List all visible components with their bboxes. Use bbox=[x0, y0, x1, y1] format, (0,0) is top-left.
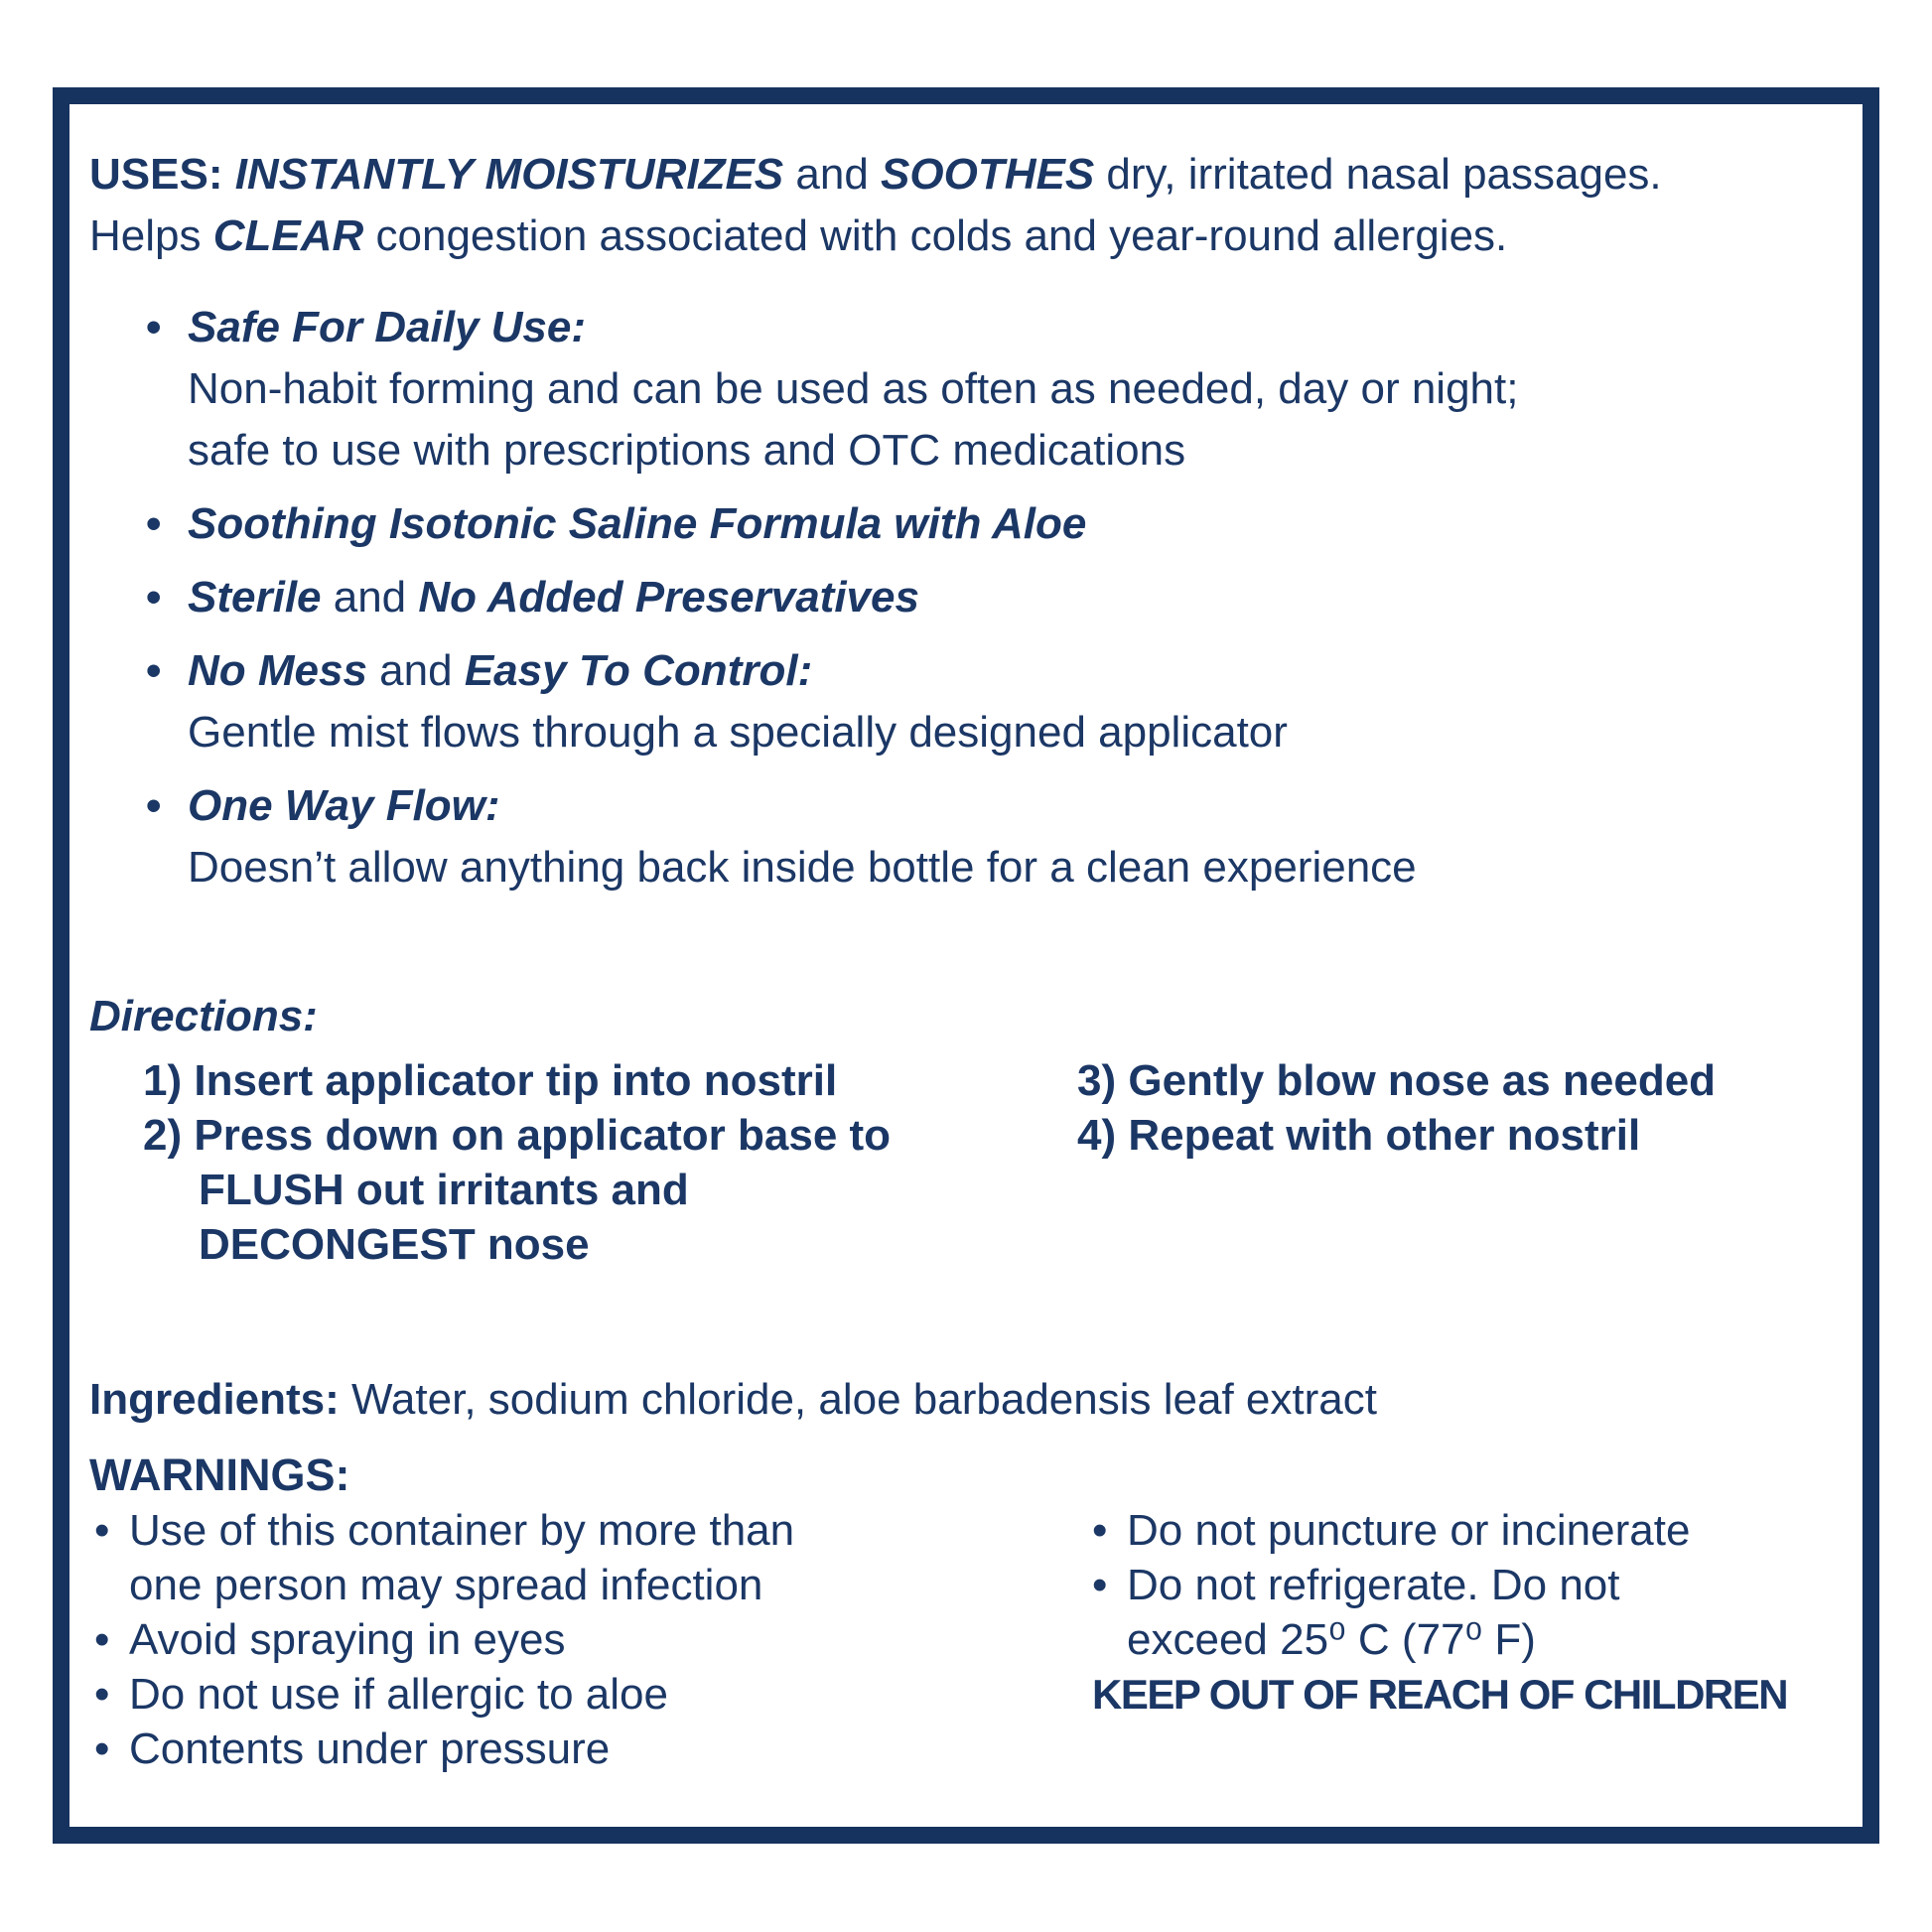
uses-line-2 bbox=[89, 206, 1833, 267]
uses-rest-2: congestion associated with colds and year-round allergies. bbox=[363, 211, 1508, 260]
warning-text bbox=[1127, 1503, 1690, 1558]
warnings-left-column bbox=[89, 1503, 1092, 1776]
claim-moisturizes: INSTANTLY MOISTURIZES bbox=[234, 150, 784, 199]
uses-paragraph bbox=[89, 144, 1833, 267]
benefit-detail: Gentle mist flows through a specially designed applicator bbox=[188, 708, 1288, 757]
directions-title: Directions: bbox=[89, 992, 318, 1040]
ingredients-text: Water, sodium chloride, aloe barbadensis leaf extract bbox=[351, 1375, 1377, 1424]
direction-step-3: 3) Gently blow nose as needed bbox=[1077, 1056, 1717, 1105]
warning-line: Contents under pressure bbox=[129, 1725, 611, 1773]
warnings-section bbox=[89, 1503, 1833, 1776]
benefit-detail: Non-habit forming and can be used as often as needed, day or night; bbox=[188, 364, 1519, 413]
list-item-sterile bbox=[146, 567, 1833, 628]
bullet-icon: • bbox=[94, 1506, 110, 1555]
bullet-icon: • bbox=[94, 1725, 110, 1773]
bullet-icon: • bbox=[146, 781, 162, 830]
warning-line: Do not use if allergic to aloe bbox=[129, 1670, 668, 1719]
bullet-icon: • bbox=[94, 1670, 110, 1719]
benefit-body bbox=[188, 297, 1518, 482]
keep-out-of-reach-notice: KEEP OUT OF REACH OF CHILDREN bbox=[1092, 1671, 1788, 1718]
warning-text bbox=[1127, 1558, 1619, 1667]
direction-step-2-cont: DECONGEST nose bbox=[199, 1220, 590, 1269]
warning-text bbox=[129, 1722, 610, 1776]
directions-list bbox=[89, 1053, 1833, 1272]
claim-soothes: SOOTHES bbox=[881, 150, 1095, 199]
warning-line: exceed 25⁰ C (77⁰ F) bbox=[1127, 1615, 1536, 1664]
bullet-icon: • bbox=[146, 573, 162, 621]
ingredients-label: Ingredients: bbox=[89, 1375, 352, 1424]
list-item-one-way-flow bbox=[146, 775, 1833, 898]
warning-item bbox=[89, 1722, 1092, 1776]
direction-step-2: 2) Press down on applicator base to bbox=[143, 1111, 892, 1160]
benefit-connector: and bbox=[321, 573, 419, 621]
benefit-detail: safe to use with prescriptions and OTC medications bbox=[188, 426, 1186, 475]
uses-helps: Helps bbox=[89, 211, 213, 260]
warnings-right-column bbox=[1092, 1503, 1833, 1776]
direction-step-2-cont: FLUSH out irritants and bbox=[199, 1166, 689, 1214]
warning-item bbox=[1092, 1503, 1833, 1558]
benefit-head-seg: No Added Preservatives bbox=[418, 573, 919, 621]
ingredients-line bbox=[89, 1370, 1833, 1430]
bullet-icon: • bbox=[94, 1615, 110, 1664]
direction-step-1: 1) Insert applicator tip into nostril bbox=[143, 1056, 838, 1105]
warning-item bbox=[1092, 1558, 1833, 1667]
list-item-soothing-formula bbox=[146, 493, 1833, 555]
bullet-icon: • bbox=[1092, 1561, 1108, 1609]
benefit-detail: Doesn’t allow anything back inside bottle for a clean experience bbox=[188, 843, 1417, 892]
uses-label: USES: bbox=[89, 150, 235, 199]
uses-line-1 bbox=[89, 144, 1833, 206]
benefit-head: Safe For Daily Use: bbox=[188, 303, 587, 351]
warning-line: Do not refrigerate. Do not bbox=[1127, 1561, 1620, 1609]
benefit-head: One Way Flow: bbox=[188, 781, 500, 830]
benefit-head: Soothing Isotonic Saline Formula with Aloe bbox=[188, 499, 1087, 548]
benefit-body bbox=[188, 640, 1288, 763]
warning-line: Do not puncture or incinerate bbox=[1127, 1506, 1691, 1555]
benefit-head-seg: Easy To Control: bbox=[464, 646, 813, 695]
warning-text bbox=[129, 1612, 565, 1667]
warning-line: Use of this container by more than bbox=[129, 1506, 795, 1555]
warning-text bbox=[129, 1667, 668, 1722]
warning-item bbox=[89, 1612, 1092, 1667]
warning-item bbox=[89, 1503, 1092, 1612]
benefit-head bbox=[188, 640, 1288, 702]
bullet-icon: • bbox=[146, 646, 162, 695]
uses-connector-1: and bbox=[783, 150, 882, 199]
claim-clear: CLEAR bbox=[212, 211, 364, 260]
directions-column-left bbox=[89, 1053, 1077, 1272]
benefit-connector: and bbox=[366, 646, 465, 695]
list-item-safe-for-daily-use bbox=[146, 297, 1833, 482]
benefit-body bbox=[188, 567, 919, 628]
warning-text bbox=[129, 1503, 794, 1612]
benefit-head-seg: No Mess bbox=[188, 646, 367, 695]
warnings-title: WARNINGS: bbox=[89, 1449, 350, 1500]
benefit-head-seg: Sterile bbox=[188, 573, 322, 621]
list-item-no-mess bbox=[146, 640, 1833, 763]
benefit-head bbox=[188, 567, 919, 628]
benefit-body bbox=[188, 493, 1086, 555]
benefits-list bbox=[89, 297, 1833, 898]
directions-column-right bbox=[1077, 1053, 1833, 1272]
warning-line: Avoid spraying in eyes bbox=[129, 1615, 566, 1664]
warning-line: one person may spread infection bbox=[129, 1561, 763, 1609]
bullet-icon: • bbox=[146, 303, 162, 351]
direction-step-4: 4) Repeat with other nostril bbox=[1077, 1111, 1641, 1160]
uses-rest-1: dry, irritated nasal passages. bbox=[1094, 150, 1662, 199]
bullet-icon: • bbox=[146, 499, 162, 548]
bullet-icon: • bbox=[1092, 1506, 1108, 1555]
benefit-body bbox=[188, 775, 1417, 898]
warning-item bbox=[89, 1667, 1092, 1722]
label-panel bbox=[53, 87, 1879, 1844]
